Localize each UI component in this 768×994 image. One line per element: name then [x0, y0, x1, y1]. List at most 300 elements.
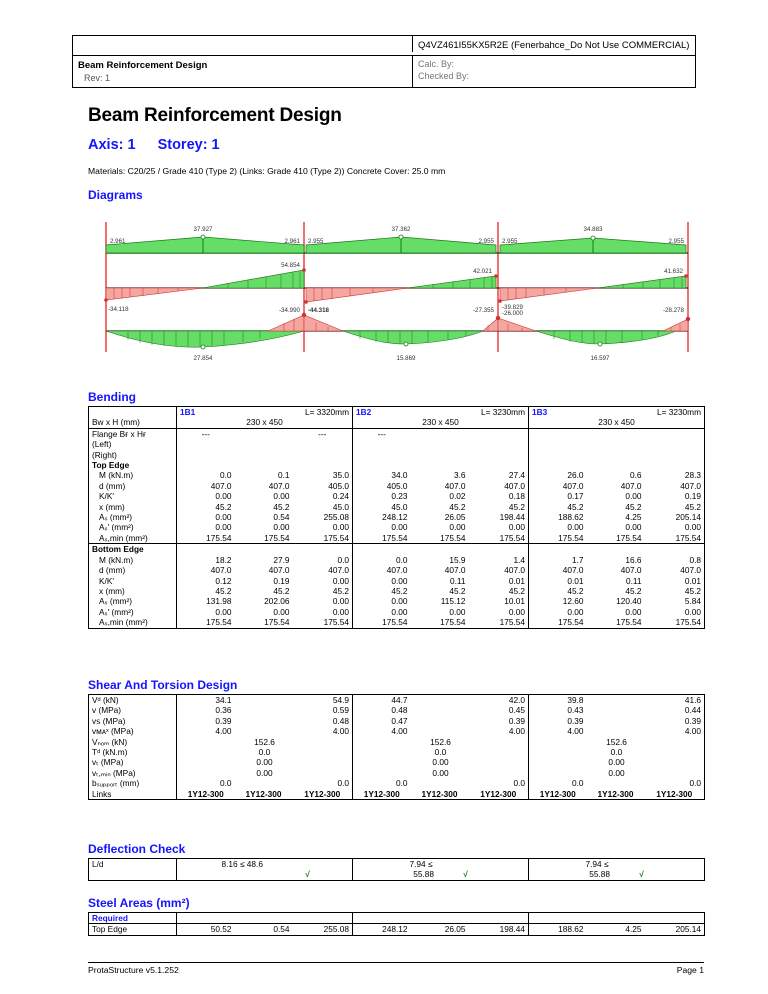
cell: 42.0 [469, 695, 529, 706]
table-row [89, 565, 705, 575]
spacer-cell [411, 439, 469, 449]
deflection-table [88, 858, 705, 881]
cell: 27.4 [508, 470, 525, 481]
load-peak-1: 37.927 [193, 226, 213, 233]
cell: 45.2 [177, 586, 235, 596]
table-row [89, 617, 705, 628]
cell: 0.23 [353, 491, 411, 501]
cell: 0.00 [332, 596, 349, 607]
deflection-line2-1 [177, 869, 353, 880]
spacer-cell [89, 407, 177, 418]
cell: 0.00 [177, 491, 235, 501]
cell: 407.0 [504, 480, 525, 491]
spacer-cell [529, 439, 587, 449]
cell: 34.1 [177, 695, 235, 706]
cell: 175.54 [616, 532, 642, 543]
cell: 175.54 [469, 617, 529, 628]
beam-size-3: 230 x 450 [529, 417, 705, 428]
spacer-cell [469, 450, 529, 460]
title-block [72, 35, 696, 88]
cell: 407.0 [645, 565, 705, 575]
spacer-cell [293, 439, 353, 449]
spacer-cell [177, 439, 235, 449]
row-label-Asmin: Aₛ,min (mm²) [89, 533, 177, 544]
cell: 0.00 [449, 522, 466, 533]
cell: 0.0 [353, 778, 411, 788]
cell: 0.00 [645, 607, 705, 617]
row-label-vtmin: vₜ,ₘᵢₙ (MPa) [89, 768, 177, 778]
cell: 175.54 [293, 617, 353, 628]
cell: 188.62 [529, 512, 587, 522]
row-label-bsupport: bₛᵤₚₚₒᵣₜ (mm) [89, 778, 177, 788]
cell: 0.00 [449, 606, 466, 617]
beam-name-1: 1B1 [177, 407, 235, 418]
storey-label: Storey: 1 [157, 137, 220, 153]
cell: 0.00 [353, 576, 411, 586]
cell: 0.54 [273, 512, 290, 523]
cell: 0.45 [508, 705, 525, 716]
cell: 0.00 [332, 575, 349, 586]
spacer-cell [587, 460, 645, 470]
bw-h-label: Bᴡ x H (mm) [89, 417, 177, 428]
cell: 0.17 [529, 491, 587, 501]
cell: 175.54 [177, 617, 235, 628]
cell: 41.6 [645, 695, 705, 706]
cell: 255.08 [323, 512, 349, 523]
section-heading-deflection: Deflection Check [88, 842, 186, 856]
row-label-vnom: Vₙₒₘ (kN) [89, 737, 177, 747]
deflection-line1-2 [353, 859, 529, 870]
row-label-vmax: vᴍᴀˣ (MPa) [89, 726, 177, 736]
row-label-x: x (mm) [89, 586, 177, 596]
cell: 0.59 [332, 705, 349, 716]
cell: 0.02 [449, 491, 466, 502]
cell: 202.06 [264, 596, 290, 607]
cell: 0.44 [645, 705, 705, 715]
title-block-row-1 [73, 36, 695, 56]
cell: 28.3 [645, 470, 705, 480]
cell: 175.54 [529, 617, 587, 628]
cell: 0.0 [177, 747, 353, 757]
project-code: Q4VZ461I55KX5R2E (Fenerbahce_Do Not Use COMMERCIAL) [418, 40, 690, 51]
doc-title-cell [73, 56, 413, 87]
spacer-cell [587, 439, 645, 449]
shear-table [88, 694, 705, 800]
checked-by-label: Checked By: [418, 71, 470, 81]
spacer-cell [411, 716, 469, 726]
flange-value [235, 428, 293, 439]
project-code-cell [413, 36, 695, 55]
bottom-edge-label: Bottom Edge [89, 544, 177, 555]
spacer-cell [353, 439, 411, 449]
flange-value: --- [177, 428, 235, 439]
cell: 4.00 [508, 726, 525, 737]
cell: 0.39 [645, 716, 705, 726]
table-row [89, 491, 705, 501]
moment-support-right-3: -28.278 [663, 307, 684, 314]
steel-areas-required-row [89, 913, 705, 924]
cell: 0.0 [353, 747, 529, 757]
beam-name-3: 1B3 [529, 407, 587, 418]
table-row [89, 859, 705, 870]
cell: 45.2 [508, 585, 525, 596]
top-edge-label: Top Edge [89, 460, 177, 470]
spacer-cell [587, 716, 645, 726]
cell: 4.00 [645, 726, 705, 736]
cell: 1Y12-300 [469, 789, 529, 800]
row-label-links: Links [89, 789, 177, 800]
cell: 0.00 [273, 491, 290, 502]
cell: 407.0 [268, 565, 290, 576]
cell: 45.2 [273, 585, 290, 596]
table-row [89, 512, 705, 522]
spacer-cell [529, 450, 587, 460]
cell: 152.6 [177, 737, 353, 747]
cell: 0.0 [645, 778, 705, 788]
cell: 45.0 [353, 502, 411, 512]
left-label: (Left) [89, 439, 177, 449]
cell: 407.0 [444, 565, 466, 576]
cell: 152.6 [529, 737, 705, 747]
bending-beam-header-row [89, 407, 705, 418]
page-footer [88, 962, 704, 975]
bending-top-edge-heading-row [89, 460, 705, 470]
deflection-line1-1 [177, 859, 353, 870]
load-peak-2: 37.362 [391, 226, 411, 233]
shear-diagram [104, 268, 688, 304]
cell: 115.12 [440, 596, 466, 607]
cell: 0.01 [529, 576, 587, 586]
right-label: (Right) [89, 450, 177, 460]
cell: 0.11 [625, 575, 642, 586]
spacer-cell [235, 726, 293, 736]
cell: 0.00 [508, 606, 525, 617]
spacer-cell [177, 913, 353, 924]
cell: 45.0 [332, 501, 349, 512]
cell: 16.6 [625, 554, 642, 565]
axis-storey-line [88, 137, 220, 153]
cell: 5.84 [645, 596, 705, 606]
diagram-panel [88, 212, 704, 372]
spacer-cell [293, 450, 353, 460]
steel-areas-table [88, 912, 705, 936]
cell: 0.00 [177, 607, 235, 617]
table-row [89, 924, 705, 935]
bending-left-row [89, 439, 705, 449]
cell: 0.00 [353, 768, 529, 778]
beam-length-3: L= 3230mm [645, 407, 705, 418]
cell: 45.2 [332, 585, 349, 596]
cell: 26.0 [529, 470, 587, 480]
deflection-value-2: 7.94 ≤ [409, 859, 433, 869]
deflection-limit-3: 55.88 [589, 869, 610, 880]
cell: 1Y12-300 [353, 789, 411, 800]
spacer-cell [587, 544, 645, 555]
cell: 175.54 [264, 532, 290, 543]
cell: 175.54 [177, 533, 235, 544]
row-label-KK: K/K' [89, 491, 177, 501]
cell: 407.0 [177, 565, 235, 575]
cell: 0.00 [625, 522, 642, 533]
spacer-cell [353, 450, 411, 460]
spacer-cell [235, 439, 293, 449]
cell: 255.08 [293, 924, 353, 935]
cell: 0.00 [332, 606, 349, 617]
spacer-cell [529, 544, 587, 555]
cell: 0.43 [529, 705, 587, 715]
cell: 0.39 [177, 716, 235, 726]
cell: 407.0 [353, 565, 411, 575]
row-label-Asmin: Aₛ,min (mm²) [89, 617, 177, 628]
cell: 0.19 [645, 491, 705, 501]
cell: 175.54 [353, 533, 411, 544]
shear-right-2: 42.021 [473, 268, 492, 275]
load-right-3: 2.955 [668, 238, 684, 245]
moment-support-right-1: -34.990 [279, 307, 300, 314]
title-block-row-2 [73, 56, 695, 87]
row-label-Asp: Aₛ' (mm²) [89, 607, 177, 617]
cell: 1.7 [529, 555, 587, 565]
cell: 407.0 [529, 565, 587, 575]
load-diagram [106, 235, 688, 253]
spacer-cell [469, 544, 529, 555]
required-label: Required [89, 913, 177, 924]
cell: 3.6 [453, 470, 466, 481]
deflection-line1-3 [529, 859, 705, 870]
cell: 0.00 [177, 757, 353, 767]
cell: 175.54 [587, 617, 645, 628]
cell: 0.00 [353, 607, 411, 617]
title-block-blank-cell [73, 36, 413, 52]
cell: 407.0 [620, 480, 642, 491]
cell: 44.7 [353, 695, 411, 706]
spacer-cell [235, 716, 293, 726]
cell: 198.44 [499, 512, 525, 523]
cell: 0.47 [353, 716, 411, 726]
cell: 0.00 [529, 522, 587, 532]
table-row [89, 470, 705, 480]
cell: 407.0 [444, 480, 466, 491]
load-right-2: 2.955 [478, 238, 494, 245]
deflection-limit-2: 55.88 [413, 869, 434, 880]
row-label-M: M (kN.m) [89, 470, 177, 480]
cell: 4.25 [587, 924, 645, 935]
table-row [89, 695, 705, 706]
moment-diagram [106, 313, 690, 349]
spacer-cell [235, 778, 293, 788]
cell: 0.48 [353, 705, 411, 715]
cell: 0.0 [337, 554, 349, 565]
cell: 175.54 [235, 617, 293, 628]
cell: 1Y12-300 [529, 789, 587, 800]
steel-top-edge-label: Top Edge [89, 924, 177, 935]
cell: 4.25 [625, 512, 642, 523]
cell: 175.54 [529, 533, 587, 544]
cell: 45.2 [625, 585, 642, 596]
deflection-value-1: 8.16 ≤ 48.6 [221, 859, 263, 869]
cell: 0.8 [645, 555, 705, 565]
cell: 0.00 [177, 522, 235, 532]
cell: 50.52 [177, 924, 235, 935]
load-peak-3: 34.883 [583, 226, 603, 233]
row-label-Vd: Vᵈ (kN) [89, 695, 177, 706]
bending-bottom-edge-heading-row [89, 544, 705, 555]
shear-section [88, 678, 704, 800]
spacer-cell [645, 460, 705, 470]
moment-support-right-2: -27.355 [473, 307, 494, 314]
cell: 120.40 [616, 596, 642, 607]
flange-value: --- [353, 428, 411, 439]
cell: 0.11 [449, 575, 466, 586]
cell: 10.01 [504, 596, 525, 607]
spacer-cell [529, 913, 705, 924]
row-label-Td: Tᵈ (kN.m) [89, 747, 177, 757]
cell: 407.0 [268, 480, 290, 491]
cell: 0.00 [529, 607, 587, 617]
flange-value [411, 428, 469, 439]
cell: 0.0 [513, 778, 525, 789]
spacer-cell [587, 695, 645, 706]
cell: 405.0 [328, 480, 349, 491]
cell: 15.9 [449, 554, 466, 565]
cell: 1Y12-300 [411, 789, 469, 800]
cell: 1.4 [513, 554, 525, 565]
cell: 0.00 [529, 768, 705, 778]
cell: 45.2 [449, 585, 466, 596]
cell: 205.14 [645, 512, 705, 522]
spacer-cell [587, 407, 645, 418]
load-left-3: 2.955 [502, 238, 518, 245]
cell: 407.0 [620, 565, 642, 576]
flange-value [587, 428, 645, 439]
bending-right-row [89, 450, 705, 460]
table-row [89, 502, 705, 512]
moment-support-left-3-a: -39.829 [502, 304, 523, 311]
cell: 0.0 [353, 555, 411, 565]
doc-title-text: Beam Reinforcement Design [78, 60, 208, 71]
flange-value [529, 428, 587, 439]
cell: 39.8 [529, 695, 587, 706]
cell: 1Y12-300 [235, 789, 293, 800]
cell: 45.2 [645, 502, 705, 512]
cell: 4.00 [177, 726, 235, 736]
moment-mid-1: 27.854 [193, 355, 213, 362]
cell: 1Y12-300 [177, 789, 235, 800]
shear-left-1: -34.118 [108, 306, 129, 313]
footer-page-number: Page 1 [676, 965, 704, 975]
bending-size-row [89, 417, 705, 428]
cell: 0.00 [273, 606, 290, 617]
moment-support-left-3: -26.000 [502, 310, 523, 317]
table-row [89, 481, 705, 491]
cell: 45.2 [508, 501, 525, 512]
spacer-cell [353, 460, 411, 470]
load-left-1: 2.961 [110, 238, 126, 245]
cell: 0.54 [235, 924, 293, 935]
cell: 0.00 [529, 757, 705, 767]
load-left-2: 2.955 [308, 238, 324, 245]
axis-label: Axis: 1 [88, 137, 136, 153]
spacer-cell [587, 778, 645, 788]
beam-length-2: L= 3230mm [469, 407, 529, 418]
spacer-cell [411, 778, 469, 788]
row-label-d: d (mm) [89, 481, 177, 491]
row-label-Asp: Aₛ' (mm²) [89, 522, 177, 532]
spacer-cell [645, 450, 705, 460]
shear-right-1: 54.854 [281, 262, 300, 269]
spacer-cell [411, 544, 469, 555]
deflection-line2-3 [529, 869, 705, 880]
cell: 407.0 [177, 481, 235, 491]
spacer-cell [411, 450, 469, 460]
cell: 0.01 [508, 575, 525, 586]
table-row [89, 737, 705, 747]
cell: 175.54 [323, 532, 349, 543]
cell: 0.00 [177, 512, 235, 522]
spacer-cell [587, 726, 645, 736]
table-row [89, 768, 705, 778]
row-label-vc: vꜱ (MPa) [89, 716, 177, 726]
cell: 0.19 [273, 575, 290, 586]
beam-size-2: 230 x 450 [353, 417, 529, 428]
deflection-section [88, 842, 704, 881]
load-right-1: 2.961 [284, 238, 300, 245]
cell: 18.2 [177, 555, 235, 565]
moment-mid-3: 16.597 [590, 355, 610, 362]
deflection-value-3: 7.94 ≤ [585, 859, 609, 869]
spacer-cell [411, 726, 469, 736]
cell: 0.00 [177, 768, 353, 778]
cell: 45.2 [177, 502, 235, 512]
spacer-cell [353, 913, 529, 924]
spacer-cell [235, 544, 293, 555]
spacer-cell [293, 544, 353, 555]
cell: 407.0 [645, 481, 705, 491]
spacer-cell [235, 407, 293, 418]
table-row [89, 576, 705, 586]
beam-size-1: 230 x 450 [177, 417, 353, 428]
cell: 0.1 [277, 470, 290, 481]
spacer-cell [411, 407, 469, 418]
spacer-cell [353, 544, 411, 555]
table-row [89, 747, 705, 757]
cell: 407.0 [328, 565, 349, 576]
cell: 0.0 [337, 778, 349, 789]
cell: 45.2 [529, 502, 587, 512]
cell: 0.24 [332, 491, 349, 502]
cell: 0.00 [353, 757, 529, 767]
beam-diagram-svg [88, 212, 704, 372]
cell: 0.18 [508, 491, 525, 502]
page-title: Beam Reinforcement Design [88, 105, 342, 126]
flange-value [645, 428, 705, 439]
cell: 34.0 [353, 470, 411, 480]
bending-section [88, 390, 704, 629]
table-row [89, 757, 705, 767]
cell: 175.54 [440, 532, 466, 543]
spacer-cell [177, 460, 235, 470]
spacer-cell [411, 705, 469, 715]
footer-app-name: ProtaStructure v5.1.252 [88, 965, 179, 975]
cell: 26.05 [411, 924, 469, 935]
row-label-KK: K/K' [89, 576, 177, 586]
shear-right-3: 41.632 [664, 268, 683, 275]
section-heading-shear: Shear And Torsion Design [88, 678, 238, 692]
cell: 45.2 [353, 586, 411, 596]
cell: 12.60 [529, 596, 587, 606]
cell: 0.0 [177, 470, 235, 480]
cell: 405.0 [353, 481, 411, 491]
